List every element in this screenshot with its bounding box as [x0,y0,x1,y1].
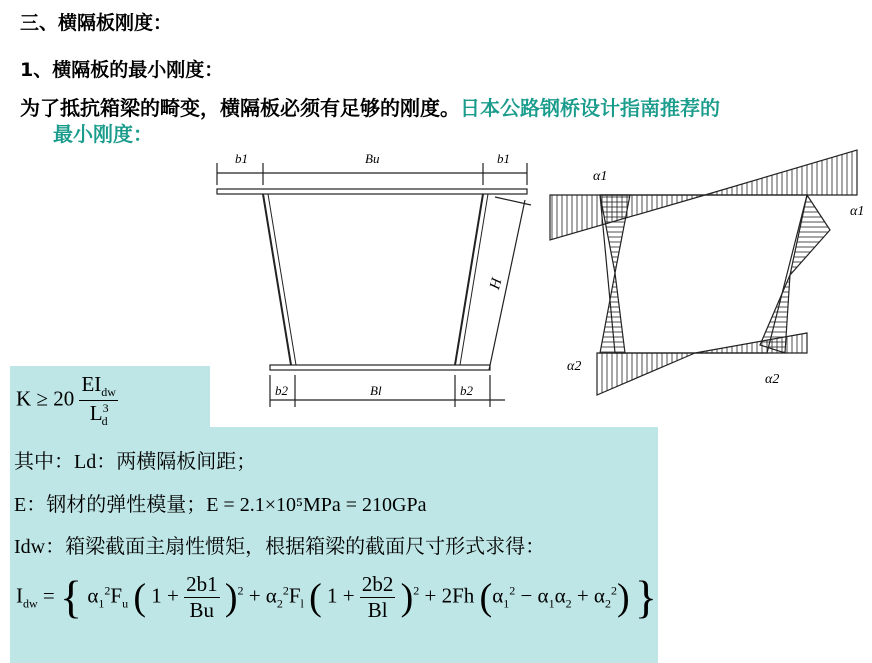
label-H: H [487,276,506,292]
label-Bl: Bl [370,383,382,398]
intro-highlight: 日本公路钢桥设计指南推荐的 [460,96,720,120]
label-Bu: Bu [365,151,380,166]
intro-highlight-cont: 最小刚度： [53,122,153,146]
diaphragm-section-diagram [205,145,550,410]
label-alpha1-top: α1 [593,169,608,184]
formula-Idw: $I_{dw}$ = { $\alpha_1^2F_u$ ( 1 + $\frac{2b1}{Bu}$ )$^2 + \alpha_2^2F_l$ ( 1 + $\frac{2b2}{Bl}$ )$^2$ + 2Fh $(\alpha_1^2 - \alpha_1\alpha_2 + \alpha_2^2)$ } [16,571,657,623]
formula-K: K ≥ 20 $\frac{EI_{dw}}{L^3_d}$ [16,372,116,429]
warping-stress-diagram [545,145,870,400]
subsection-heading: 1、横隔板的最小刚度： [20,59,224,81]
label-alpha2-left: α2 [567,359,582,374]
label-b2-left: b2 [275,383,288,398]
label-b2-right: b2 [460,383,473,398]
section-heading: 三、横隔板刚度： [20,12,173,34]
label-b1-left: b1 [235,151,248,166]
Idw-definition-line: Idw：箱梁截面主扇性惯矩，根据箱梁的截面尺寸形式求得： [14,536,546,558]
where-Ld-line: 其中：Ld：两横隔板间距； [14,451,257,473]
intro-paragraph [20,95,870,147]
label-alpha2-bottom: α2 [765,372,780,387]
intro-text: 为了抵抗箱梁的畸变，横隔板必须有足够的刚度。 [20,96,460,120]
label-b1-right: b1 [497,151,510,166]
label-alpha1-right: α1 [850,204,865,219]
modulus-E-line: E：钢材的弹性模量；E = 2.1×10⁵MPa = 210GPa [14,494,427,516]
